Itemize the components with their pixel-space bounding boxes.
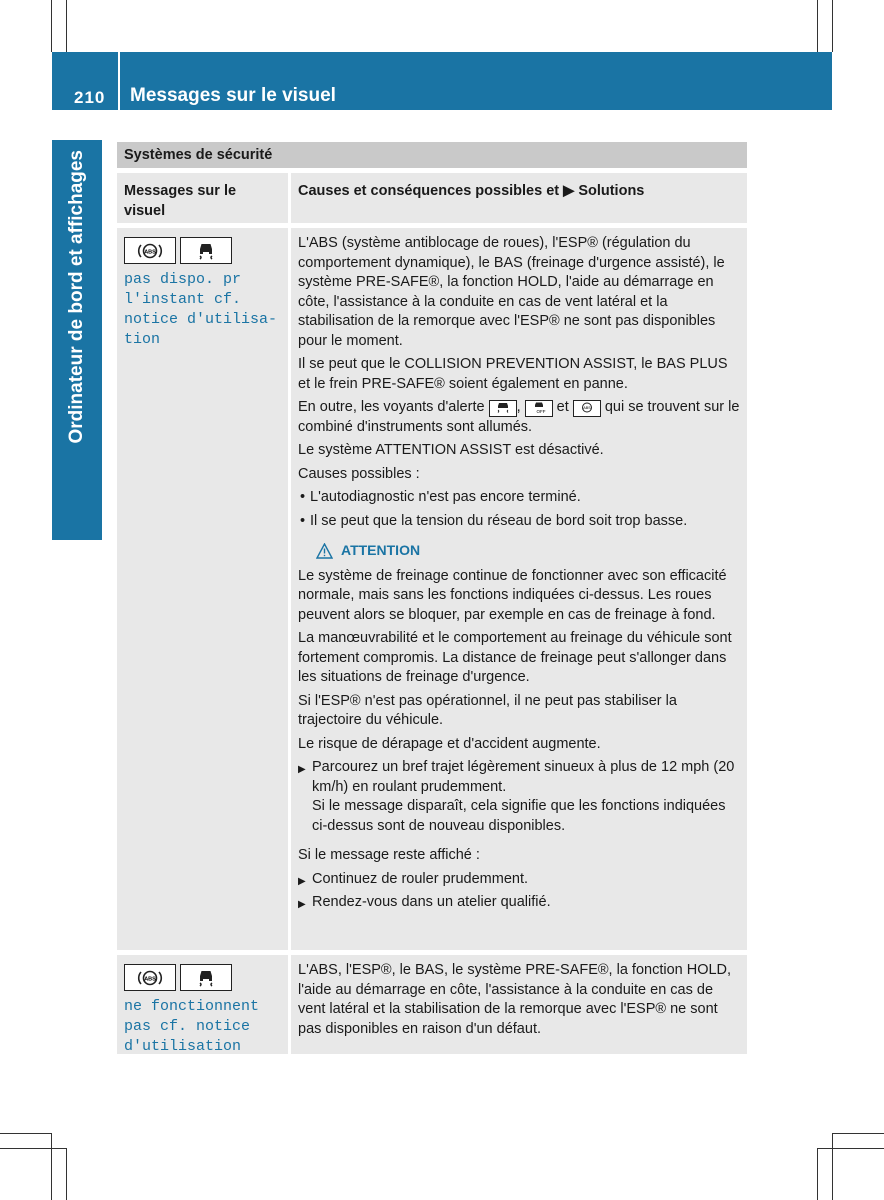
paragraph: Le système de freinage continue de fonctionner avec son efficacité normale, mais sans les fonctions indiquées ci-dessus. Les roues peuvent alors se bloquer, par exemple en cas de freinage à fond. <box>298 567 727 623</box>
causes-cell <box>291 955 747 1054</box>
instruction-step: ▶ Continuez de rouler prudemment. <box>298 870 740 890</box>
paragraph: Causes possibles : <box>298 465 420 482</box>
attention-heading <box>316 541 740 561</box>
header-separator <box>118 52 120 110</box>
paragraph-warning-lamps: En outre, les voyants d'alerte , OFF et ABS qui se trouvent sur le combiné d'instruments sont allumés. <box>298 399 740 435</box>
crop-mark <box>66 1148 67 1200</box>
crop-mark <box>0 1133 52 1134</box>
message-cell <box>117 955 288 1054</box>
svg-text:OFF: OFF <box>536 409 546 414</box>
col-header-causes: Causes et conséquences possibles et ▶ Solutions <box>291 173 747 223</box>
crop-mark <box>832 1133 884 1134</box>
crop-mark <box>832 0 833 52</box>
list-item: • Il se peut que la tension du réseau de bord soit trop basse. <box>298 512 740 532</box>
esp-skid-icon <box>180 237 232 264</box>
causes-cell <box>291 228 747 950</box>
page-number: 210 <box>74 88 106 107</box>
text: Parcourez un bref trajet légèrement sinueux à plus de 12 mph (20 km/h) en roulant prudemment. <box>312 759 735 795</box>
paragraph: L'ABS (système antiblocage de roues), l'ESP® (régulation du comportement dynamique), le BAS (freinage d'urgence assisté), le système PRE-SAFE®, la fonction HOLD, l'aide au démarrage en côte, l'assistance à la conduite en cas de vent latéral et la stabilisation de la remorque avec l'ESP® ne sont pas disponibles pour le moment. <box>298 235 725 349</box>
paragraph: Si le message reste affiché : <box>298 847 480 863</box>
page-title: Messages sur le visuel <box>130 85 336 106</box>
page-header <box>52 52 832 110</box>
table-row <box>117 955 747 1054</box>
paragraph: Le risque de dérapage et d'accident augmente. <box>298 735 601 752</box>
abs-warning-icon <box>124 964 176 991</box>
paragraph: Si l'ESP® n'est pas opérationnel, il ne peut pas stabiliser la trajectoire du véhicule. <box>298 692 677 728</box>
table-row <box>117 228 747 950</box>
paragraph: La manœuvrabilité et le comportement au freinage du véhicule sont fortement compromis. La distance de freinage peut s'allonger dans les situations de freinage d'urgence. <box>298 630 732 685</box>
esp-off-icon <box>525 400 553 417</box>
esp-skid-icon <box>489 400 517 417</box>
crop-mark <box>0 1148 67 1149</box>
safety-systems-table <box>117 142 747 1054</box>
text: En outre, les voyants d'alerte <box>298 399 485 415</box>
table-title: Systèmes de sécurité <box>117 142 747 168</box>
crop-mark <box>51 0 52 52</box>
crop-mark <box>832 1133 833 1200</box>
crop-mark <box>817 1148 818 1200</box>
paragraph: Le système ATTENTION ASSIST est désactivé. <box>298 442 604 458</box>
abs-warning-icon <box>573 400 601 417</box>
list-item: • L'autodiagnostic n'est pas encore terminé. <box>298 488 740 508</box>
col-header-messages: Messages sur le visuel <box>117 173 288 223</box>
text: qui se trouvent sur le combiné d'instruments sont allumés. <box>298 399 740 435</box>
paragraph: L'ABS, l'ESP®, le BAS, le système PRE-SAFE®, la fonction HOLD, l'aide au démarrage en côte, l'assistance à la conduite en cas de vent latéral et la stabilisation de la remorque avec l'ESP® ne sont pas disponibles en raison d'un défaut. <box>298 962 732 1037</box>
svg-text:ABS: ABS <box>582 406 591 410</box>
crop-mark <box>66 0 67 52</box>
chapter-title: Ordinateur de bord et affichages <box>66 150 87 444</box>
abs-warning-icon <box>124 237 176 264</box>
display-message: ne fonctionnent pas cf. notice d'utilisation <box>124 998 260 1055</box>
svg-text:ABS: ABS <box>144 249 156 255</box>
chapter-side-tab <box>52 140 102 540</box>
crop-mark <box>817 1148 884 1149</box>
text: Si le message disparaît, cela signifie que les fonctions indiquées ci-dessus sont de nouveau disponibles. <box>312 798 726 834</box>
table-header-row <box>117 173 747 223</box>
display-message: pas dispo. pr l'instant cf. notice d'utilisa- tion <box>124 271 278 348</box>
instruction-step: ▶ Rendez-vous dans un atelier qualifié. <box>298 893 740 913</box>
attention-label: ATTENTION <box>341 542 421 558</box>
text: et <box>556 399 569 415</box>
crop-mark <box>817 0 818 52</box>
crop-mark <box>51 1133 52 1200</box>
svg-text:ABS: ABS <box>144 976 156 982</box>
esp-skid-icon <box>180 964 232 991</box>
paragraph: Il se peut que le COLLISION PREVENTION ASSIST, le BAS PLUS et le frein PRE-SAFE® soient également en panne. <box>298 356 728 392</box>
warning-triangle-icon <box>316 543 333 559</box>
instruction-step <box>298 758 740 836</box>
message-cell <box>117 228 288 950</box>
